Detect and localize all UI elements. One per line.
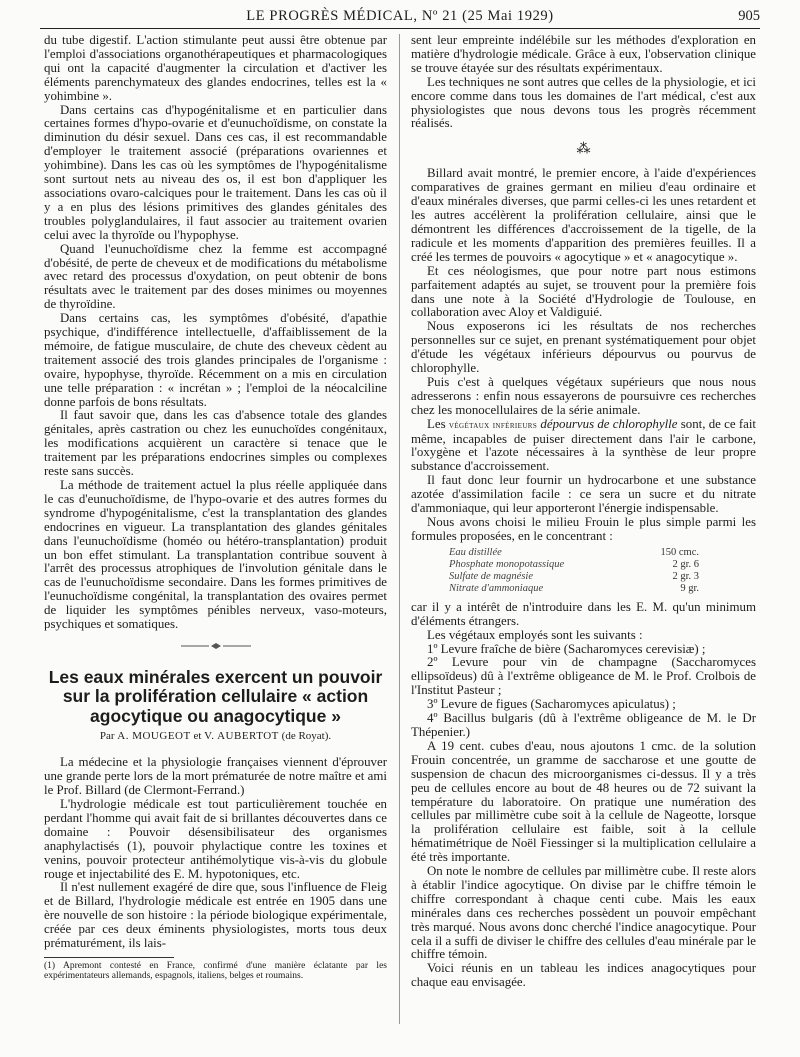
paragraph: Voici réunis en un tableau les indices anagocytiques pour chaque eau envisagée. — [411, 961, 756, 990]
running-head — [40, 6, 760, 29]
footnote: (1) Apremont contesté en France, confirmé d'une manière éclatante par les expérimentateurs allemands, espagnols, italiens, belges et roumains. — [44, 960, 387, 982]
formula-ingredient: Phosphate monopotassique — [449, 558, 565, 570]
vegetaux-rest: sont, de ce fait même, incapables de puiser directement dans l'air le carbone, l'oxygène et l'azote nécessaires à la synthèse de leur propre substance d'accroissement. — [411, 416, 756, 474]
paragraph: Il n'est nullement exagéré de dire que, sous l'influence de Fleig et de Billard, l'hydrologie médicale est entrée en 1905 dans une ère nouvelle de son histoire : la période biologique expérimentale, créée par ces deux éminents physiologistes, morts tous deux prématurément, ils lais- — [44, 880, 387, 951]
paragraph: Nous exposerons ici les résultats de nos recherches personnelles sur ce sujet, en prenant systématiquement pour objet d'étude les végétaux inférieurs dépourvus ou pourvus de chlorophylle. — [411, 319, 756, 376]
formula-row — [449, 571, 699, 583]
formula-row — [449, 559, 699, 571]
paragraph: Les techniques ne sont autres que celles de la physiologie, et ici encore comme dans tous les domaines de l'art médical, c'est aux physiologistes que nous devons tous les progrès récemment réalisés. — [411, 74, 756, 131]
vegetaux-lead: Les — [427, 416, 446, 431]
formula-quantity: 2 gr. 6 — [672, 558, 699, 570]
paragraph: Dans certains cas d'hypogénitalisme et en particulier dans certaines formes d'hypo-ovarie et d'eunuchoïdisme, on constate la diminution du désir sexuel. Dans ces cas, il est recommandable d'employer le traitement associé (préparations ovariennes et yohimbine). Dans les cas où les symptômes de l'hypogénitalisme sont surtout nets au niveau des os, il est bon d'appliquer les associations ovaro-calciques pour le traitement. Dans les cas où il y a en plus des lésions primitives des glandes génitales des troubles polyglandulaires, il faut associer au traitement ovarien celui avec la thyroïde ou l'hypophyse. — [44, 102, 387, 242]
byline-location: (de Royat). — [281, 730, 332, 743]
formula-ingredient: Eau distillée — [449, 546, 502, 558]
paragraph: La méthode de traitement actuel la plus réelle appliquée dans le cas d'eunuchoïdisme, de l'hypo-ovarie et des autres formes du syndrome d'hypogénitalisme, c'est la transplantation des glandes endocrines en vigueur. La transplantation des glandes génitales dans l'eunuchoïdisme (homéo ou hétéro-transplantation) produit un bon effet stimulant. La transplantation contribue souvent à l'arrêt des processus atrophiques de l'involution génitale dans le cas de l'eunuchoïdisme secondaire. Dans les formes primitives de l'eunuchoïdisme congénital, la transplantation des ovaires permet de liquider les symptômes pénibles nerveux, vaso-moteurs, psychiques et somatiques. — [44, 478, 387, 632]
formula-ingredient: Nitrate d'ammoniaque — [449, 582, 544, 594]
paragraph: Et ces néologismes, que pour notre part nous estimons parfaitement adaptés au sujet, se trouvent pour la première fois dans une note à la Société d'Hydrologie de Toulouse, en collaboration avec Aloy et Valdiguié. — [411, 263, 756, 320]
paragraph: Puis c'est à quelques végétaux supérieurs que nous nous adresserons : enfin nous essayerons de poursuivre ces recherches chez les monocellulaires de la série animale. — [411, 374, 756, 417]
paragraph: Quand l'eunuchoïdisme chez la femme est accompagné d'obésité, de perte de cheveux et de modifications du métabolisme avec retard des processus d'oxydation, on peut obtenir de bons résultats avec le traitement par des doses minimes ou moyennes de thyroïdine. — [44, 241, 387, 312]
paragraph: On note le nombre de cellules par millimètre cube. Il reste alors à établir l'indice agocytique. On divise par le chiffre témoin le chiffre correspondant à chaque centi cube. Mais les eaux minérales dans ces recherches possèdent un pouvoir empêchant très marqué. Nous avons donc cherché l'indice anagocytique. Pour cela il a suffi de diviser le chiffre des cellules d'eau minérale par le chiffre témoin. — [411, 864, 756, 962]
paragraph: Nous avons choisi le milieu Frouin le plus simple parmi les formules proposées, en le concentrant : — [411, 515, 756, 543]
left-column — [44, 34, 387, 982]
list-item: 1º Levure fraîche de bière (Sacharomyces cerevisiæ) ; — [427, 641, 706, 656]
list-item: 2º Levure pour vin de champagne (Saccharomyces ellipsoïdeus) dû à l'extrême obligeance de M. le Prof. Crolbois de l'Institut Pasteur ; — [411, 655, 756, 698]
formula-row — [449, 583, 699, 595]
paragraph: sent leur empreinte indélébile sur les méthodes d'exploration en matière d'hydrologie médicale. Grâce à eux, l'observation clinique se trouve étayée sur des résultats expérimentaux. — [411, 33, 756, 75]
paragraph: Les végétaux employés sont les suivants : — [427, 627, 643, 642]
asterism-separator: ⁂ — [576, 142, 591, 158]
author-1: A. MOUGEOT — [117, 730, 191, 743]
ornament-rule-icon — [181, 642, 251, 650]
paragraph: A 19 cent. cubes d'eau, nous ajoutons 1 cmc. de la solution Frouin concentrée, un gramme de saccharose et une goutte de suspension de chacun des microorganismes ci-dessus. Il y a très peu de cellules encore au bout de 48 heures ou de 72 suivant la température du laboratoire. On pratique une numération des cellules par millimètre cube soit à la cellule de Nageotte, lorsque la prolifération cellulaire est faible, soit à la cellule hématimétrique de Noël Fiessinger si la multiplication cellulaire a été très importante. — [411, 738, 756, 865]
byline-par: Par — [99, 730, 115, 743]
formula-table — [449, 547, 699, 595]
paragraph-vegetaux — [411, 418, 756, 475]
byline — [44, 730, 387, 744]
byline-et: et — [193, 730, 202, 743]
formula-row — [449, 547, 699, 559]
right-column — [411, 34, 756, 990]
vegetaux-smallcaps: végétaux inférieurs — [448, 419, 538, 431]
footnote-rule — [44, 957, 174, 958]
paragraph: Dans certains cas, les symptômes d'obésité, d'apathie psychique, d'indifférence intellectuelle, d'affaiblissement de la mémoire, de fatigue musculaire, de chute des cheveux cèdent au traitement associé des trois glandes principales de l'organisme : ovaire, hypophyse, thyroïde. Récemment on a mis en circulation une telle préparation : « incrétan » ; l'emploi de la néocalciline donne parfois de bons résultats. — [44, 311, 387, 409]
list-item: 4º Bacillus bulgaris (dû à l'extrême obligeance de M. le Dr Thépenier.) — [411, 711, 756, 739]
article-title: Les eaux minérales exercent un pouvoir sur la prolifération cellulaire « action agocytique ou anagocytique » — [48, 666, 383, 726]
paragraph: Il faut savoir que, dans les cas d'absence totale des glandes génitales, après castration ou chez les eunuchoïdes congénitaux, les modifications acquièrent un caractère si tenace que le traitement par les préparations endocrines simples ou complexes reste sans succès. — [44, 408, 387, 479]
paragraph: car il y a intérêt de n'introduire dans les E. M. qu'un minimum d'éléments étrangers. — [411, 599, 756, 628]
paragraph: Billard avait montré, le premier encore, à l'aide d'expériences comparatives de graines germant en milieu d'eau ordinaire et d'eaux minérales diverses, que parmi celles-ci les unes retardent et les autres accélèrent la prolifération cellulaire, ainsi que le démontrent les différences d'accroissement de la tigelle, de la radicule et les moments d'apparition des premières feuilles. Il a créé les termes de pouvoirs « agocytique » et « anagocytique ». — [411, 166, 756, 264]
running-title: LE PROGRÈS MÉDICAL, Nº 21 (25 Mai 1929) — [246, 8, 554, 24]
section-ornament — [44, 640, 387, 654]
paragraph: La médecine et la physiologie françaises viennent d'éprouver une grande perte lors de la mort prématurée de notre maître et ami le Prof. Billard (de Clermont-Ferrand.) — [44, 755, 387, 798]
formula-quantity: 150 cmc. — [660, 546, 699, 558]
column-divider — [399, 34, 400, 1024]
paragraph: Il faut donc leur fournir un hydrocarbone et une substance azotée d'assimilation facile : ce sera un sucre et du nitrate d'ammoniaque, qui leur apporteront l'énergie indispensable. — [411, 473, 756, 516]
page-number: 905 — [738, 8, 760, 24]
formula-ingredient: Sulfate de magnésie — [449, 570, 533, 582]
formula-quantity: 2 gr. 3 — [672, 570, 699, 582]
formula-quantity: 9 gr. — [680, 582, 699, 594]
author-2: V. AUBERTOT — [204, 730, 279, 743]
paragraph: du tube digestif. L'action stimulante peut aussi être obtenue par l'emploi d'associations organothérapeutiques et pharmacologiques qui ont la capacité d'augmenter la circulation et d'activer les éléments parenchymateux des glandes endocrines, telles est la « yohimbine ». — [44, 33, 387, 103]
list-item: 3º Levure de figues (Sacharomyces apiculatus) ; — [427, 697, 676, 712]
vegetaux-italic: dépourvus de chlorophylle — [540, 416, 678, 431]
paragraph: L'hydrologie médicale est tout particulièrement touchée en perdant l'homme qui avait fait de si brillantes découvertes dans ce domaine : Pouvoir désensibilisateur des organismes anaphylactisés (1), pouvoir phylactique contre les toxines et venins, pouvoir protecteur antihémolytique vis-à-vis du globule rouge et injectabilité des E. M. hypotoniques, etc. — [44, 797, 387, 881]
